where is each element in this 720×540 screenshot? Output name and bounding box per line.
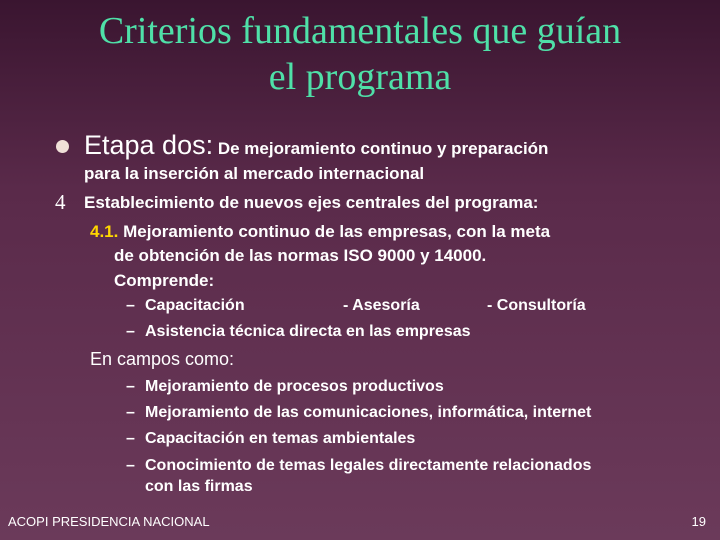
- campos-item: Conocimiento de temas legales directamente relacionados: [145, 457, 592, 474]
- item-4-1-line3: Comprende:: [114, 271, 215, 290]
- comprende-consultoria: - Consultoría: [487, 297, 586, 314]
- dash-marker: –: [126, 404, 135, 421]
- dash-marker: –: [126, 323, 135, 340]
- campos-item-continuation: con las firmas: [145, 478, 253, 495]
- slide-title: [0, 8, 720, 100]
- etapa-subtitle: De mejoramiento continuo y preparación: [213, 139, 549, 158]
- item-4-1-line1: [90, 222, 550, 242]
- item-4-text: Establecimiento de nuevos ejes centrales del programa:: [84, 193, 539, 212]
- dash-marker: –: [126, 297, 135, 314]
- round-bullet-icon: [56, 140, 69, 153]
- campos-item: Capacitación en temas ambientales: [145, 430, 416, 447]
- comprende-capacitacion: Capacitación: [145, 297, 245, 314]
- campos-item: Mejoramiento de las comunicaciones, informática, internet: [145, 404, 592, 421]
- slide-number: 19: [691, 514, 706, 529]
- dash-marker: –: [126, 378, 135, 395]
- etapa-heading: Etapa dos:: [84, 130, 214, 160]
- item-4-1-text: Mejoramiento continuo de las empresas, con la meta: [118, 222, 551, 241]
- title-line-1: Criterios fundamentales que guían: [98, 10, 622, 52]
- footer-organization: ACOPI PRESIDENCIA NACIONAL: [8, 514, 210, 529]
- title-line-2: el programa: [268, 56, 452, 98]
- etapa-subtitle-line2: para la inserción al mercado internacional: [84, 164, 425, 183]
- etapa-heading-line: [84, 130, 548, 161]
- campos-heading: En campos como:: [90, 349, 235, 369]
- item-4-1-line2: de obtención de las normas ISO 9000 y 14000.: [114, 246, 487, 265]
- campos-item: Mejoramiento de procesos productivos: [145, 378, 444, 395]
- dash-marker: –: [126, 430, 135, 447]
- item-4-1-number: 4.1.: [90, 222, 119, 241]
- item-4-marker: 4: [55, 190, 66, 214]
- comprende-asesoria: - Asesoría: [343, 297, 420, 314]
- comprende-asistencia: Asistencia técnica directa en las empresas: [145, 323, 471, 340]
- dash-marker: –: [126, 457, 135, 474]
